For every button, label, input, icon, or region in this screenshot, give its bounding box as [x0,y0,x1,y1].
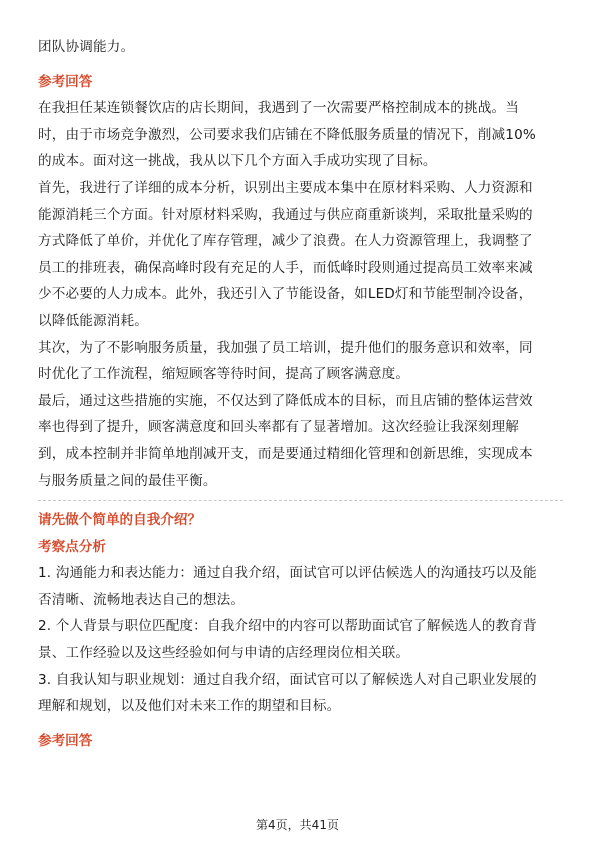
answer-line: 时优化了工作流程，缩短顾客等待时间，提高了顾客满意度。 [38,366,410,383]
answer-line: 少不必要的人力成本。此外，我还引入了节能设备，如LED灯和节能型制冷设备， [38,286,533,303]
analysis-line: 景、工作经验以及这些经验如何与申请的店经理岗位相关联。 [38,645,410,662]
answer-line: 首先，我进行了详细的成本分析，识别出主要成本集中在原材料采购、人力资源和 [38,179,533,196]
answer-line: 最后，通过这些措施的实施，不仅达到了降低成本的目标，而且店铺的整体运营效 [38,392,533,409]
answer-line: 与服务质量之间的最佳平衡。 [38,472,217,489]
analysis-line: 否清晰、流畅地表达自己的想法。 [38,591,245,608]
answer-line: 的成本。面对这一挑战，我从以下几个方面入手成功实现了目标。 [38,153,437,170]
page-content [38,34,563,754]
reference-answer-body [38,95,563,494]
reference-answer-heading-2: 参考回答 [38,732,93,749]
analysis-line: 1. 沟通能力和表达能力：通过自我介绍，面试官可以评估候选人的沟通技巧以及能 [38,565,537,582]
question-title: 请先做个简单的自我介绍？ [38,512,202,529]
answer-line: 方式降低了单价，并优化了库存管理，减少了浪费。在人力资源管理上，我调整了 [38,233,533,250]
answer-line: 率也得到了提升，顾客满意度和回头率都有了显著增加。这次经验让我深刻理解 [38,419,520,436]
answer-line: 员工的排班表，确保高峰时段有充足的人手，而低峰时段则通过提高员工效率来减 [38,259,533,276]
intro-tail-text: 团队协调能力。 [38,39,135,55]
analysis-line: 3. 自我认知与职业规划：通过自我介绍，面试官可以了解候选人对自己职业发展的 [38,671,537,688]
analysis-heading: 考察点分析 [38,538,106,555]
answer-line: 其次，为了不影响服务质量，我加强了员工培训，提升他们的服务意识和效率，同 [38,339,533,356]
answer-line: 以降低能源消耗。 [38,312,148,329]
answer-line: 在我担任某连锁餐饮店的店长期间，我遇到了一次需要严格控制成本的挑战。当 [38,100,520,117]
page-number-footer: 第4页，共41页 [256,818,339,832]
reference-answer-heading: 参考回答 [38,73,93,90]
analysis-body [38,560,563,720]
analysis-line: 理解和规划，以及他们对未来工作的期望和目标。 [38,698,341,715]
answer-line: 到，成本控制并非简单地削减开支，而是要通过精细化管理和创新思维，实现成本 [38,445,533,462]
analysis-line: 2. 个人背景与职位匹配度：自我介绍中的内容可以帮助面试官了解候选人的教育背 [38,618,537,635]
answer-line: 时，由于市场竞争激烈，公司要求我们店铺在不降低服务质量的情况下，削减10% [38,126,536,143]
answer-line: 能源消耗三个方面。针对原材料采购，我通过与供应商重新谈判，采取批量采购的 [38,206,533,223]
